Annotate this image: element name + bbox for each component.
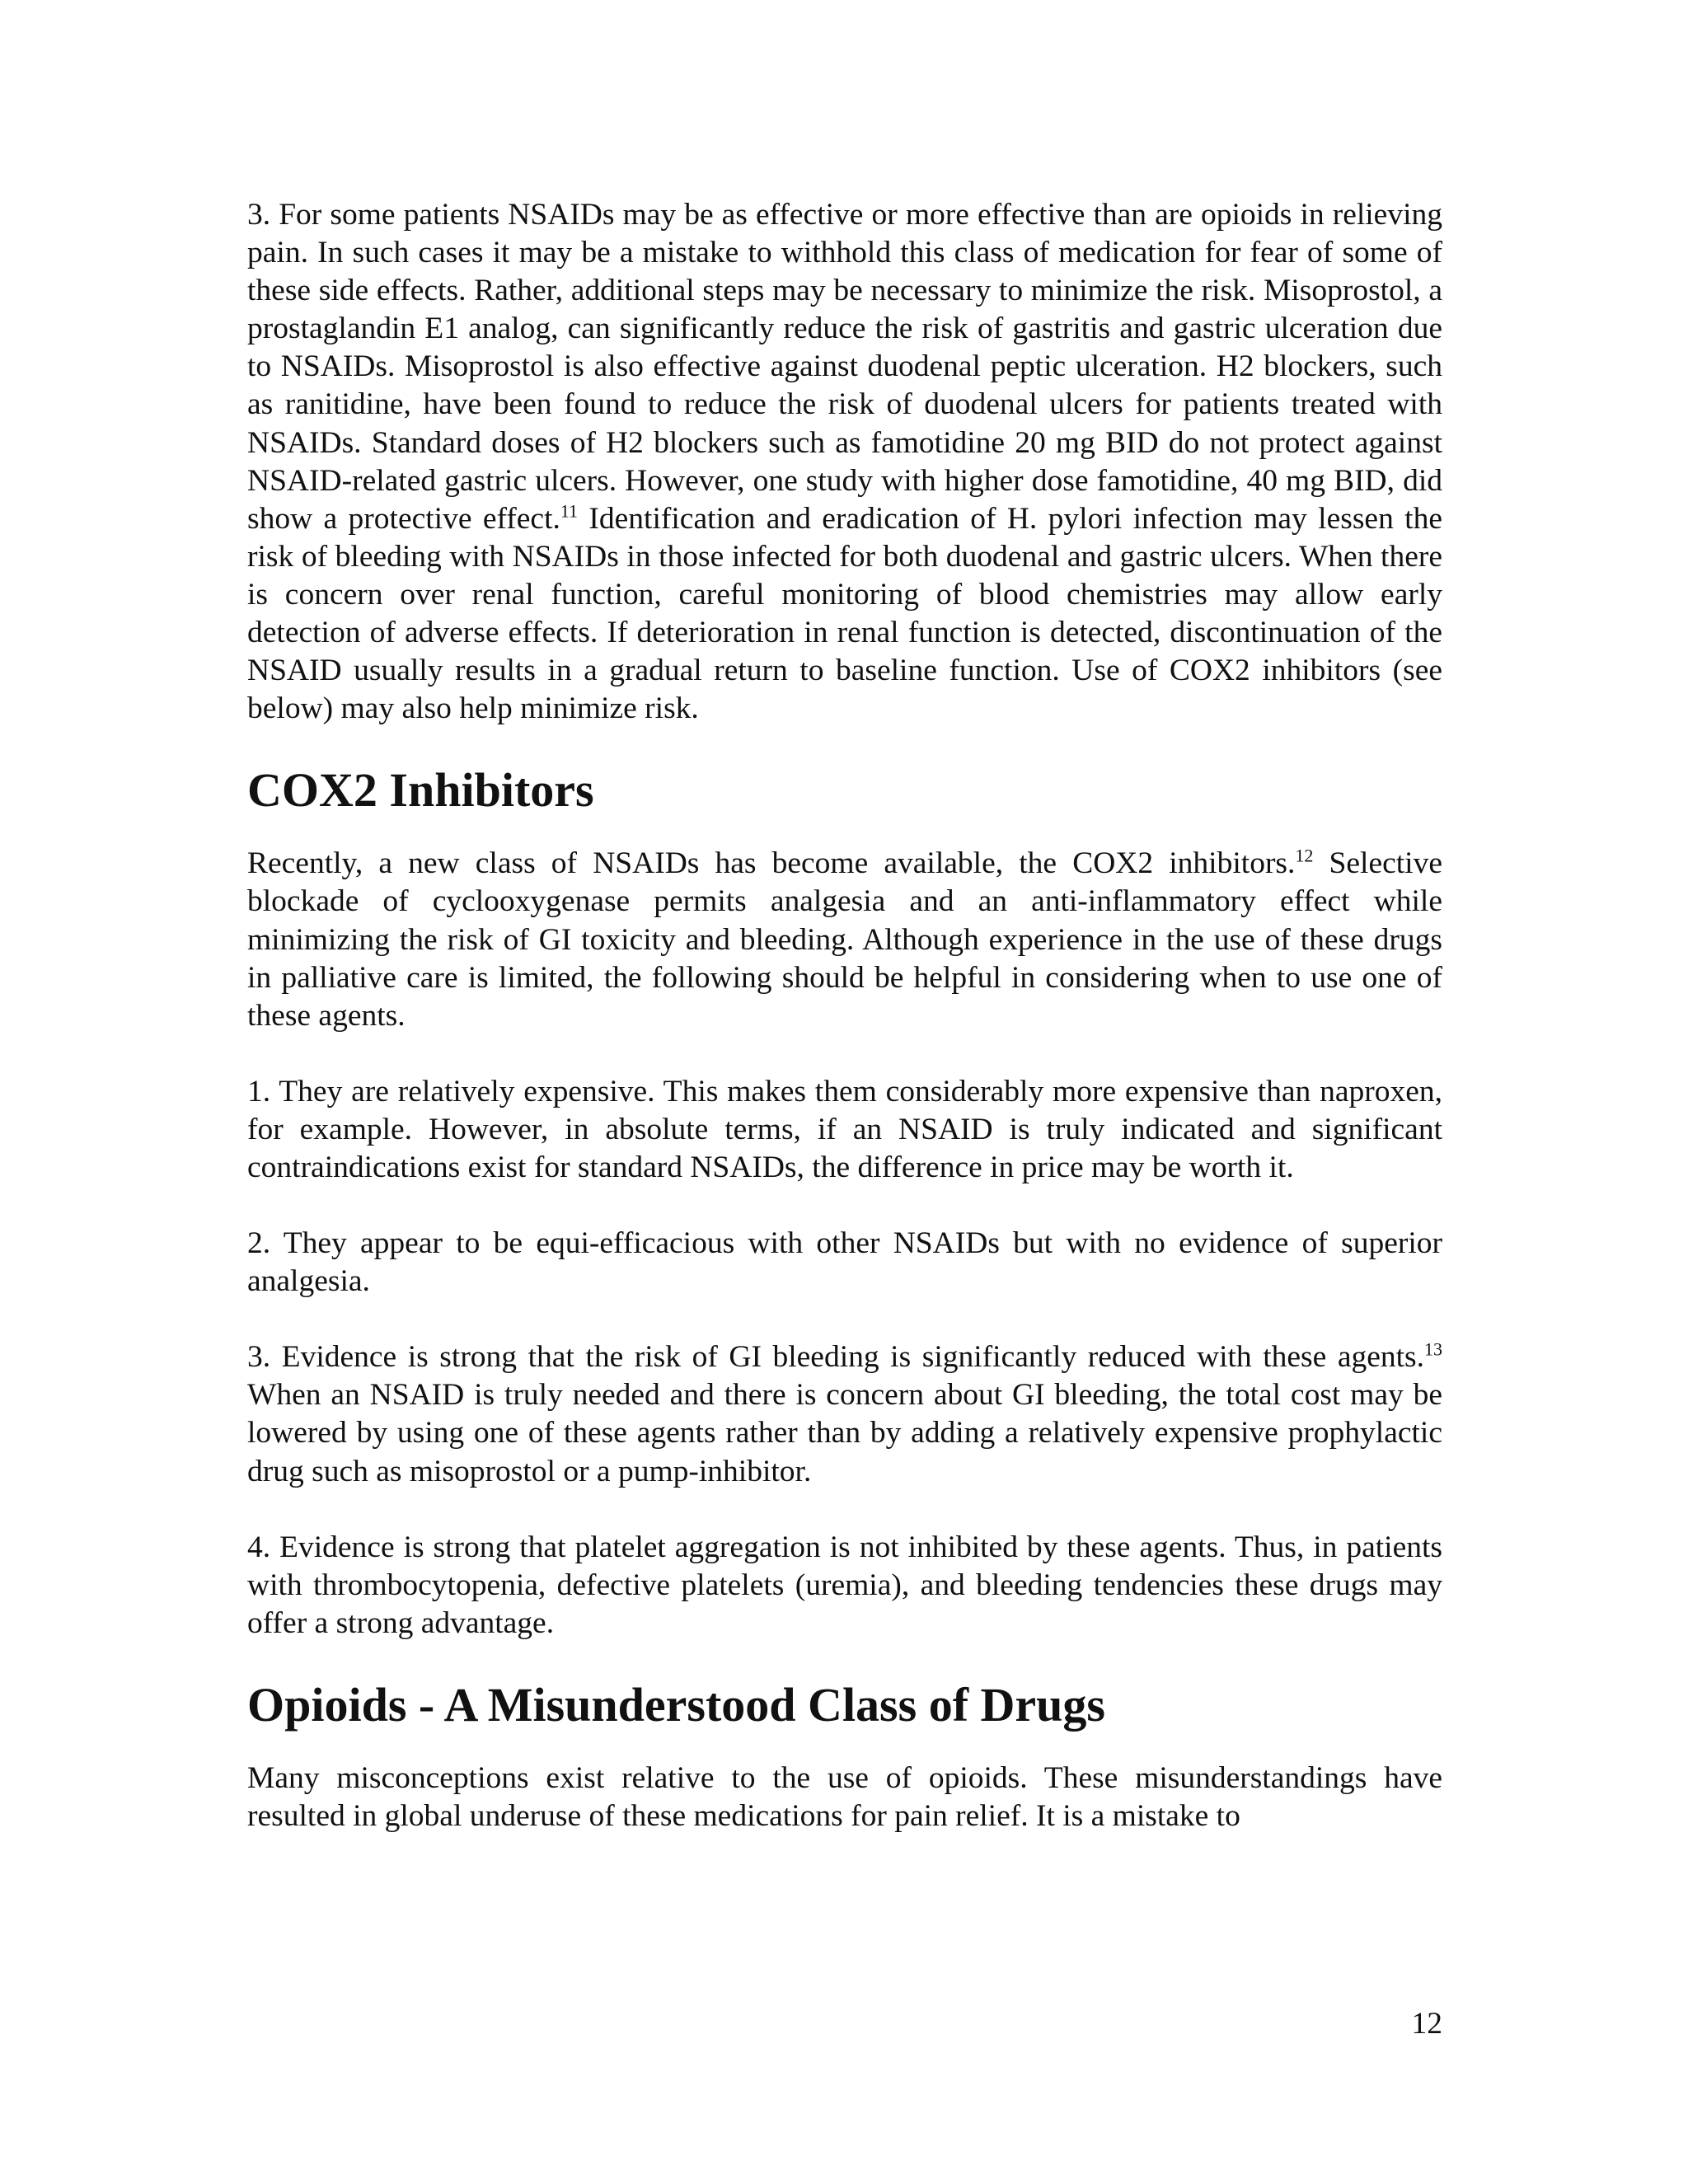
paragraph-text: Identification and eradication of H. pylori infection may lessen the risk of bleeding with NSAIDs in those infected for both duodenal and gastric ulcers. When there is concern over renal function, careful monitoring of blood chemistries may allow early detection of adverse effects. If deterioration in renal function is detected, discontinuation of the NSAID usually results in a gradual return to baseline function. Use of COX2 inhibitors (see below) may also help minimize risk.: [247, 501, 1442, 726]
paragraph-text: 3. For some patients NSAIDs may be as effective or more effective than are opioids in relieving pain. In such cases it may be a mistake to withhold this class of medication for fear of some of these side effects. Rather, additional steps may be necessary to minimize the risk. Misoprostol, a prostaglandin E1 analog, can significantly reduce the risk of gastritis and gastric ulceration due to NSAIDs. Misoprostol is also effective against duodenal peptic ulceration. H2 blockers, such as ranitidine, have been found to reduce the risk of duodenal ulcers for patients treated with NSAIDs. Standard doses of H2 blockers such as famotidine 20 mg BID do not protect against NSAID-related gastric ulcers. However, one study with higher dose famotidine, 40 mg BID, did show a protective effect.: [247, 198, 1442, 536]
opioids-heading: Opioids - A Misunderstood Class of Drugs: [247, 1677, 1105, 1732]
cox2-point-3: [247, 1338, 1442, 1490]
paragraph-text: Selective blockade of cyclooxygenase permits analgesia and an anti-inflammatory effect while minimizing the risk of GI toxicity and bleeding. Although experience in the use of these drugs in palliative care is limited, the following should be helpful in considering when to use one of these agents.: [247, 846, 1442, 1033]
page-number: 12: [1411, 2007, 1442, 2041]
nsaid-risk-paragraph: [247, 196, 1442, 728]
cox2-point-2: 2. They appear to be equi-efficacious with other NSAIDs but with no evidence of superior analgesia.: [247, 1226, 1442, 1299]
paragraph-text: 3. Evidence is strong that the risk of GI bleeding is significantly reduced with these agents.: [247, 1340, 1424, 1375]
opioids-intro-paragraph: Many misconceptions exist relative to the use of opioids. These misunderstandings have resulted in global underuse of these medications for pain relief. It is a mistake to: [247, 1760, 1442, 1833]
footnote-ref: 12: [1295, 845, 1314, 866]
page-body: [247, 196, 1442, 1835]
cox2-heading: COX2 Inhibitors: [247, 763, 594, 818]
paragraph-text: When an NSAID is truly needed and there is concern about GI bleeding, the total cost may be lowered by using one of these agents rather than by adding a relatively expensive prophylactic drug such as misoprostol or a pump-inhibitor.: [247, 1378, 1442, 1488]
cox2-intro-paragraph: [247, 845, 1442, 1034]
footnote-ref: 11: [560, 500, 579, 522]
cox2-point-4: 4. Evidence is strong that platelet aggregation is not inhibited by these agents. Thus, in patients with thrombocytopenia, defective platelets (uremia), and bleeding tendencies these drugs may offer a strong advantage.: [247, 1530, 1442, 1640]
cox2-point-1: 1. They are relatively expensive. This makes them considerably more expensive than naproxen, for example. However, in absolute terms, if an NSAID is truly indicated and significant contraindications exist for standard NSAIDs, the difference in price may be worth it.: [247, 1074, 1442, 1184]
paragraph-text: Recently, a new class of NSAIDs has become available, the COX2 inhibitors.: [247, 846, 1296, 881]
footnote-ref: 13: [1424, 1338, 1442, 1360]
